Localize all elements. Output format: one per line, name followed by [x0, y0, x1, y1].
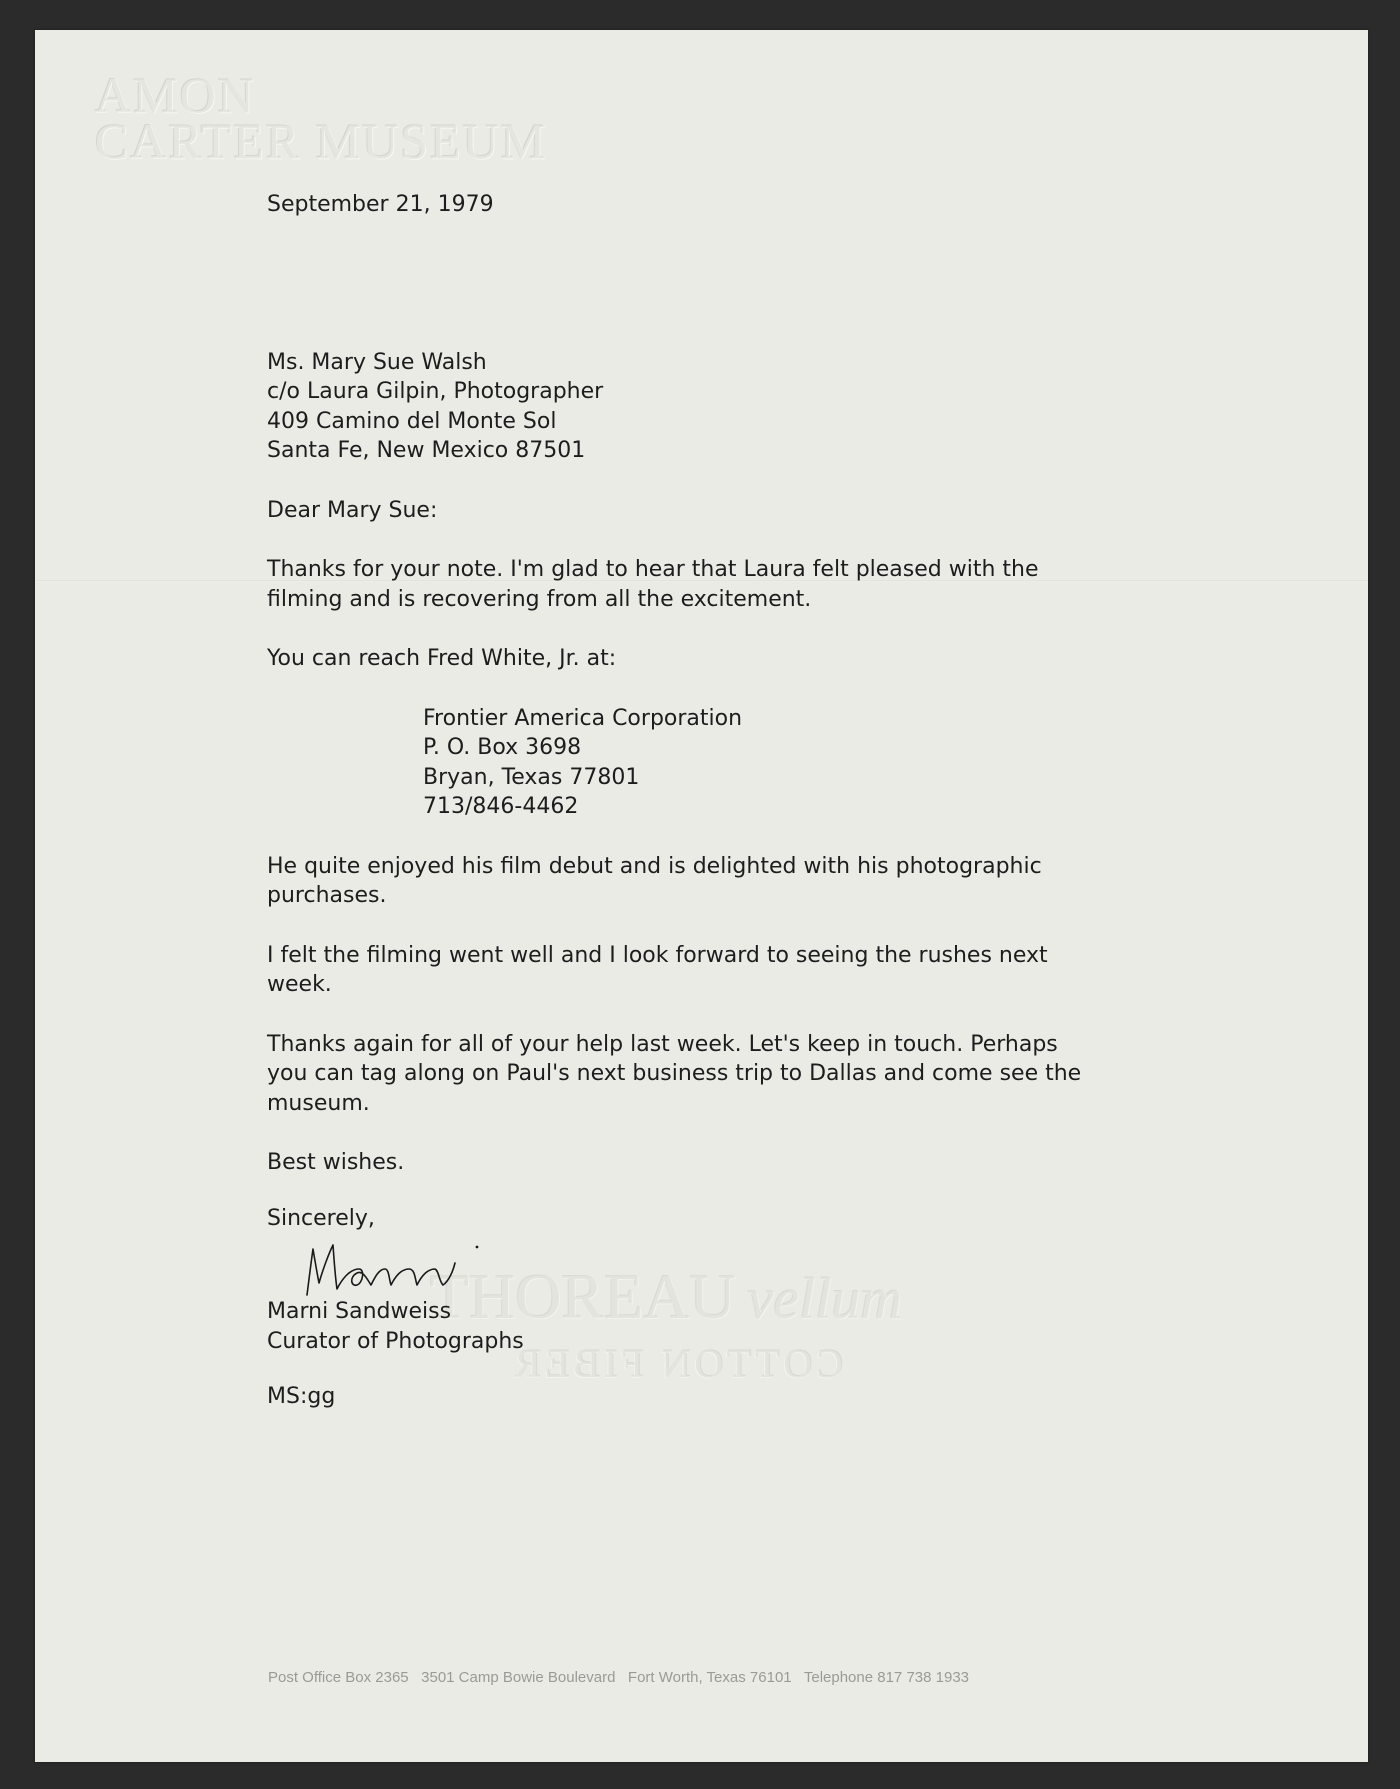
reference-initials: MS:gg: [267, 1384, 336, 1409]
signature-drawing: [303, 1239, 503, 1297]
watermark-brand: THOREAU: [430, 1261, 736, 1332]
letter-body: [267, 190, 1167, 1412]
letterhead-embossed: [95, 67, 548, 169]
handwritten-signature: [303, 1239, 1167, 1297]
sign-off: Sincerely,: [267, 1205, 375, 1231]
paragraph-3: He quite enjoyed his film debut and is delighted with his photographic purchases.: [267, 853, 1042, 908]
letterhead-line-1: AMON: [95, 67, 256, 123]
watermark-script: vellum: [747, 1266, 903, 1331]
letterhead-line-2: CARTER MUSEUM: [95, 113, 548, 169]
recipient-address: Ms. Mary Sue Walsh c/o Laura Gilpin, Photographer 409 Camino del Monte Sol Santa Fe, New Mexico 87501: [267, 349, 604, 463]
letterhead-footer: Post Office Box 2365 3501 Camp Bowie Boulevard Fort Worth, Texas 76101 Telephone 817 738 1933: [268, 1669, 970, 1686]
paragraph-5: Thanks again for all of your help last week. Let's keep in touch. Perhaps you can tag along on Paul's next business trip to Dallas and come see the museum.: [267, 1031, 1082, 1116]
signer-title: Curator of Photographs: [267, 1328, 524, 1354]
paragraph-2: You can reach Fred White, Jr. at:: [267, 646, 617, 671]
closing-line: Best wishes.: [267, 1150, 405, 1175]
watermark-line-2: COTTON FIBER: [510, 1341, 843, 1386]
salutation: Dear Mary Sue:: [267, 497, 438, 523]
paragraph-1: Thanks for your note. I'm glad to hear that Laura felt pleased with the filming and is recovering from all the excitement.: [267, 557, 1039, 612]
letter-date: September 21, 1979: [267, 192, 494, 217]
contact-address-block: Frontier America Corporation P. O. Box 3698 Bryan, Texas 77801 713/846-4462: [423, 705, 743, 819]
signer-name: Marni Sandweiss: [267, 1299, 452, 1324]
paragraph-4: I felt the filming went well and I look forward to seeing the rushes next week.: [267, 942, 1048, 997]
